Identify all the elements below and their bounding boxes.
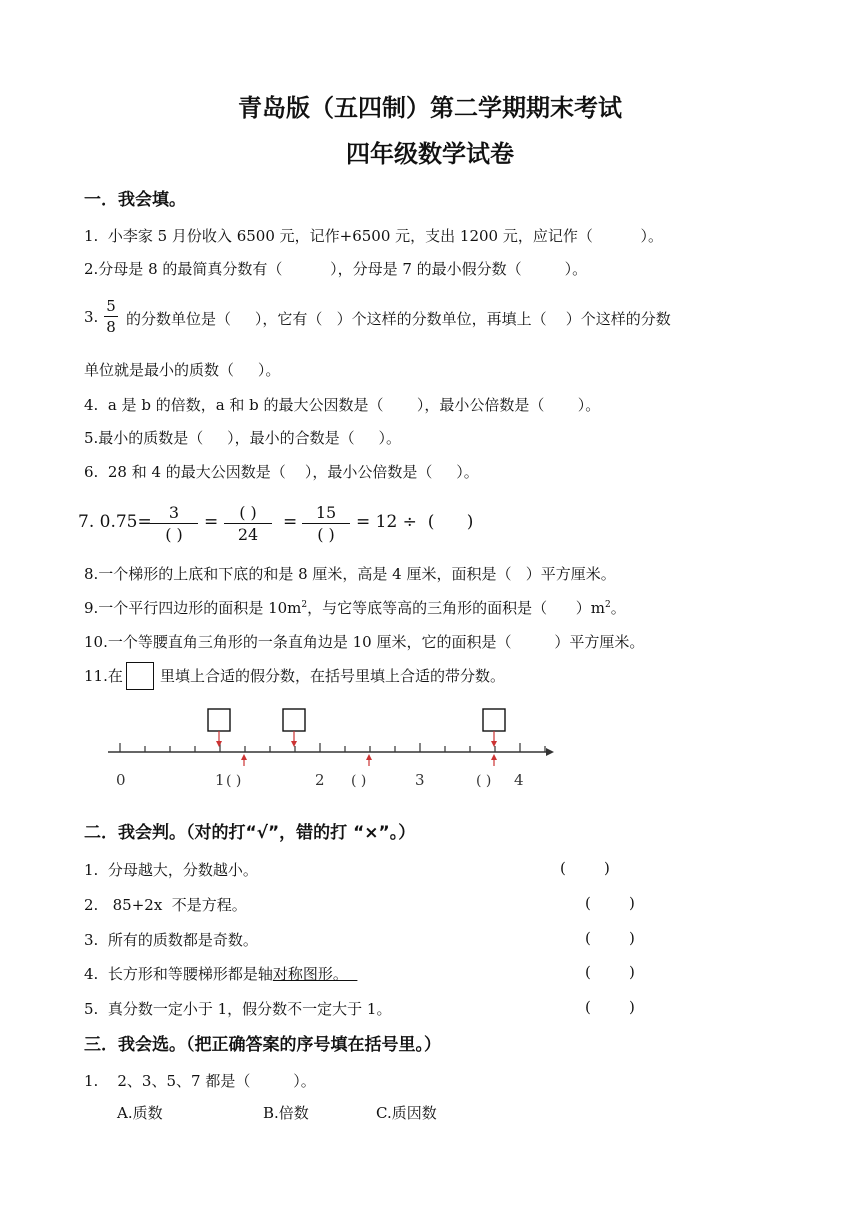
q9-part-a: 9.一个平行四边形的面积是 10m	[84, 599, 302, 617]
arrow-head	[546, 748, 554, 756]
judge-item-4-b: 对称图形。	[272, 965, 358, 983]
question-7-tail: = 12 ÷ ( )	[356, 512, 474, 532]
judge-item-4	[84, 963, 357, 984]
paren-blank: ( )	[476, 773, 492, 789]
question-4: 4. a 是 b 的倍数，a 和 b 的最大公因数是（ ），最小公倍数是（ ）。	[84, 396, 601, 414]
fraction-numerator: ( )	[239, 503, 257, 522]
question-3-number: 3.	[84, 308, 99, 326]
question-3-continued: 单位就是最小的质数（ ）。	[84, 361, 281, 379]
question-3-fraction	[104, 297, 118, 336]
judge-item-2: 2. 85+2x 不是方程。	[84, 896, 247, 914]
judge-paren-2[interactable]: ( )	[585, 894, 635, 912]
option-b[interactable]: B.倍数	[263, 1104, 309, 1122]
fraction-numerator: 3	[168, 503, 180, 522]
fraction-bar	[150, 523, 198, 524]
question-8: 8.一个梯形的上底和下底的和是 8 厘米，高是 4 厘米，面积是（ ）平方厘米。	[84, 565, 616, 583]
exam-title: 青岛版（五四制）第二学期期末考试	[238, 94, 622, 122]
tick-label-1: 1	[215, 771, 225, 789]
fraction-denominator: 8	[106, 318, 116, 336]
number-line	[100, 700, 560, 795]
question-3: 的分数单位是（ ），它有（ ）个这样的分数单位，再填上（ ）个这样的分数	[126, 310, 671, 328]
question-9	[84, 597, 626, 618]
q7-fraction-1	[150, 503, 198, 544]
option-c[interactable]: C.质因数	[376, 1104, 437, 1122]
judge-item-3: 3. 所有的质数都是奇数。	[84, 931, 258, 949]
equals-sign: =	[204, 512, 219, 532]
question-1: 1. 小李家 5 月份收入 6500 元，记作+6500 元，支出 1200 元，应记作（ ）。	[84, 227, 664, 245]
judge-paren-3[interactable]: ( )	[585, 929, 635, 947]
down-arrow-icon	[491, 741, 497, 747]
fraction-denominator: ( )	[317, 525, 335, 544]
paren-blank: ( )	[351, 773, 367, 789]
down-arrow-icon	[291, 741, 297, 747]
tick-label-4: 4	[514, 771, 524, 789]
up-arrow-icon	[366, 754, 372, 760]
ticks	[120, 743, 545, 752]
judge-paren-5[interactable]: ( )	[585, 998, 635, 1016]
tick-label-3: 3	[415, 771, 425, 789]
question-6: 6. 28 和 4 的最大公因数是（ ），最小公倍数是（ ）。	[84, 463, 479, 481]
question-5: 5.最小的质数是（ ），最小的合数是（ ）。	[84, 429, 401, 447]
judge-item-1: 1. 分母越大，分数越小。	[84, 861, 258, 879]
judge-paren-1[interactable]: ( )	[560, 859, 610, 877]
answer-box	[208, 709, 230, 731]
fraction-numerator: 5	[106, 297, 116, 315]
fraction-bar	[104, 316, 118, 317]
section2-heading: 二．我会判。（对的打“√”，错的打 “×”。）	[84, 823, 416, 843]
equals-sign: =	[283, 512, 298, 532]
fraction-bar	[302, 523, 350, 524]
q9-part-c: 。	[610, 599, 626, 617]
q9-part-b: ，与它等底等高的三角形的面积是（ ）m	[307, 599, 605, 617]
answer-box	[283, 709, 305, 731]
fraction-denominator: 24	[237, 525, 259, 544]
superscript: 2	[301, 600, 308, 610]
fraction-denominator: ( )	[165, 525, 183, 544]
choice-question-1: 1. 2、3、5、7 都是（ ）。	[84, 1072, 316, 1090]
option-a[interactable]: A.质数	[117, 1104, 163, 1122]
superscript: 2	[604, 600, 611, 610]
section3-heading: 三．我会选。（把正确答案的序号填在括号里。）	[84, 1035, 441, 1055]
q7-fraction-3	[302, 503, 350, 544]
judge-item-5: 5. 真分数一定小于 1，假分数不一定大于 1。	[84, 1000, 392, 1018]
question-2: 2.分母是 8 的最简真分数有（ ），分母是 7 的最小假分数（ ）。	[84, 260, 588, 278]
question-11-b: 里填上合适的假分数，在括号里填上合适的带分数。	[160, 667, 506, 685]
q7-fraction-2	[224, 503, 272, 544]
answer-box	[483, 709, 505, 731]
up-arrow-icon	[491, 754, 497, 760]
question-10: 10.一个等腰直角三角形的一条直角边是 10 厘米，它的面积是（ ）平方厘米。	[84, 633, 645, 651]
up-arrow-icon	[241, 754, 247, 760]
tick-label-0: 0	[116, 771, 126, 789]
question-7-prefix: 7. 0.75=	[78, 512, 152, 532]
fraction-bar	[224, 523, 272, 524]
exam-subtitle: 四年级数学试卷	[346, 140, 514, 168]
tick-label-2: 2	[315, 771, 325, 789]
down-arrow-icon	[216, 741, 222, 747]
question-11-a: 11.在	[84, 667, 123, 685]
judge-item-4-a: 4. 长方形和等腰梯形都是轴	[84, 965, 273, 983]
answer-box[interactable]	[126, 662, 154, 690]
section1-heading: 一．我会填。	[84, 190, 186, 210]
judge-paren-4[interactable]: ( )	[585, 963, 635, 981]
fraction-numerator: 15	[315, 503, 337, 522]
paren-blank: ( )	[226, 773, 242, 789]
